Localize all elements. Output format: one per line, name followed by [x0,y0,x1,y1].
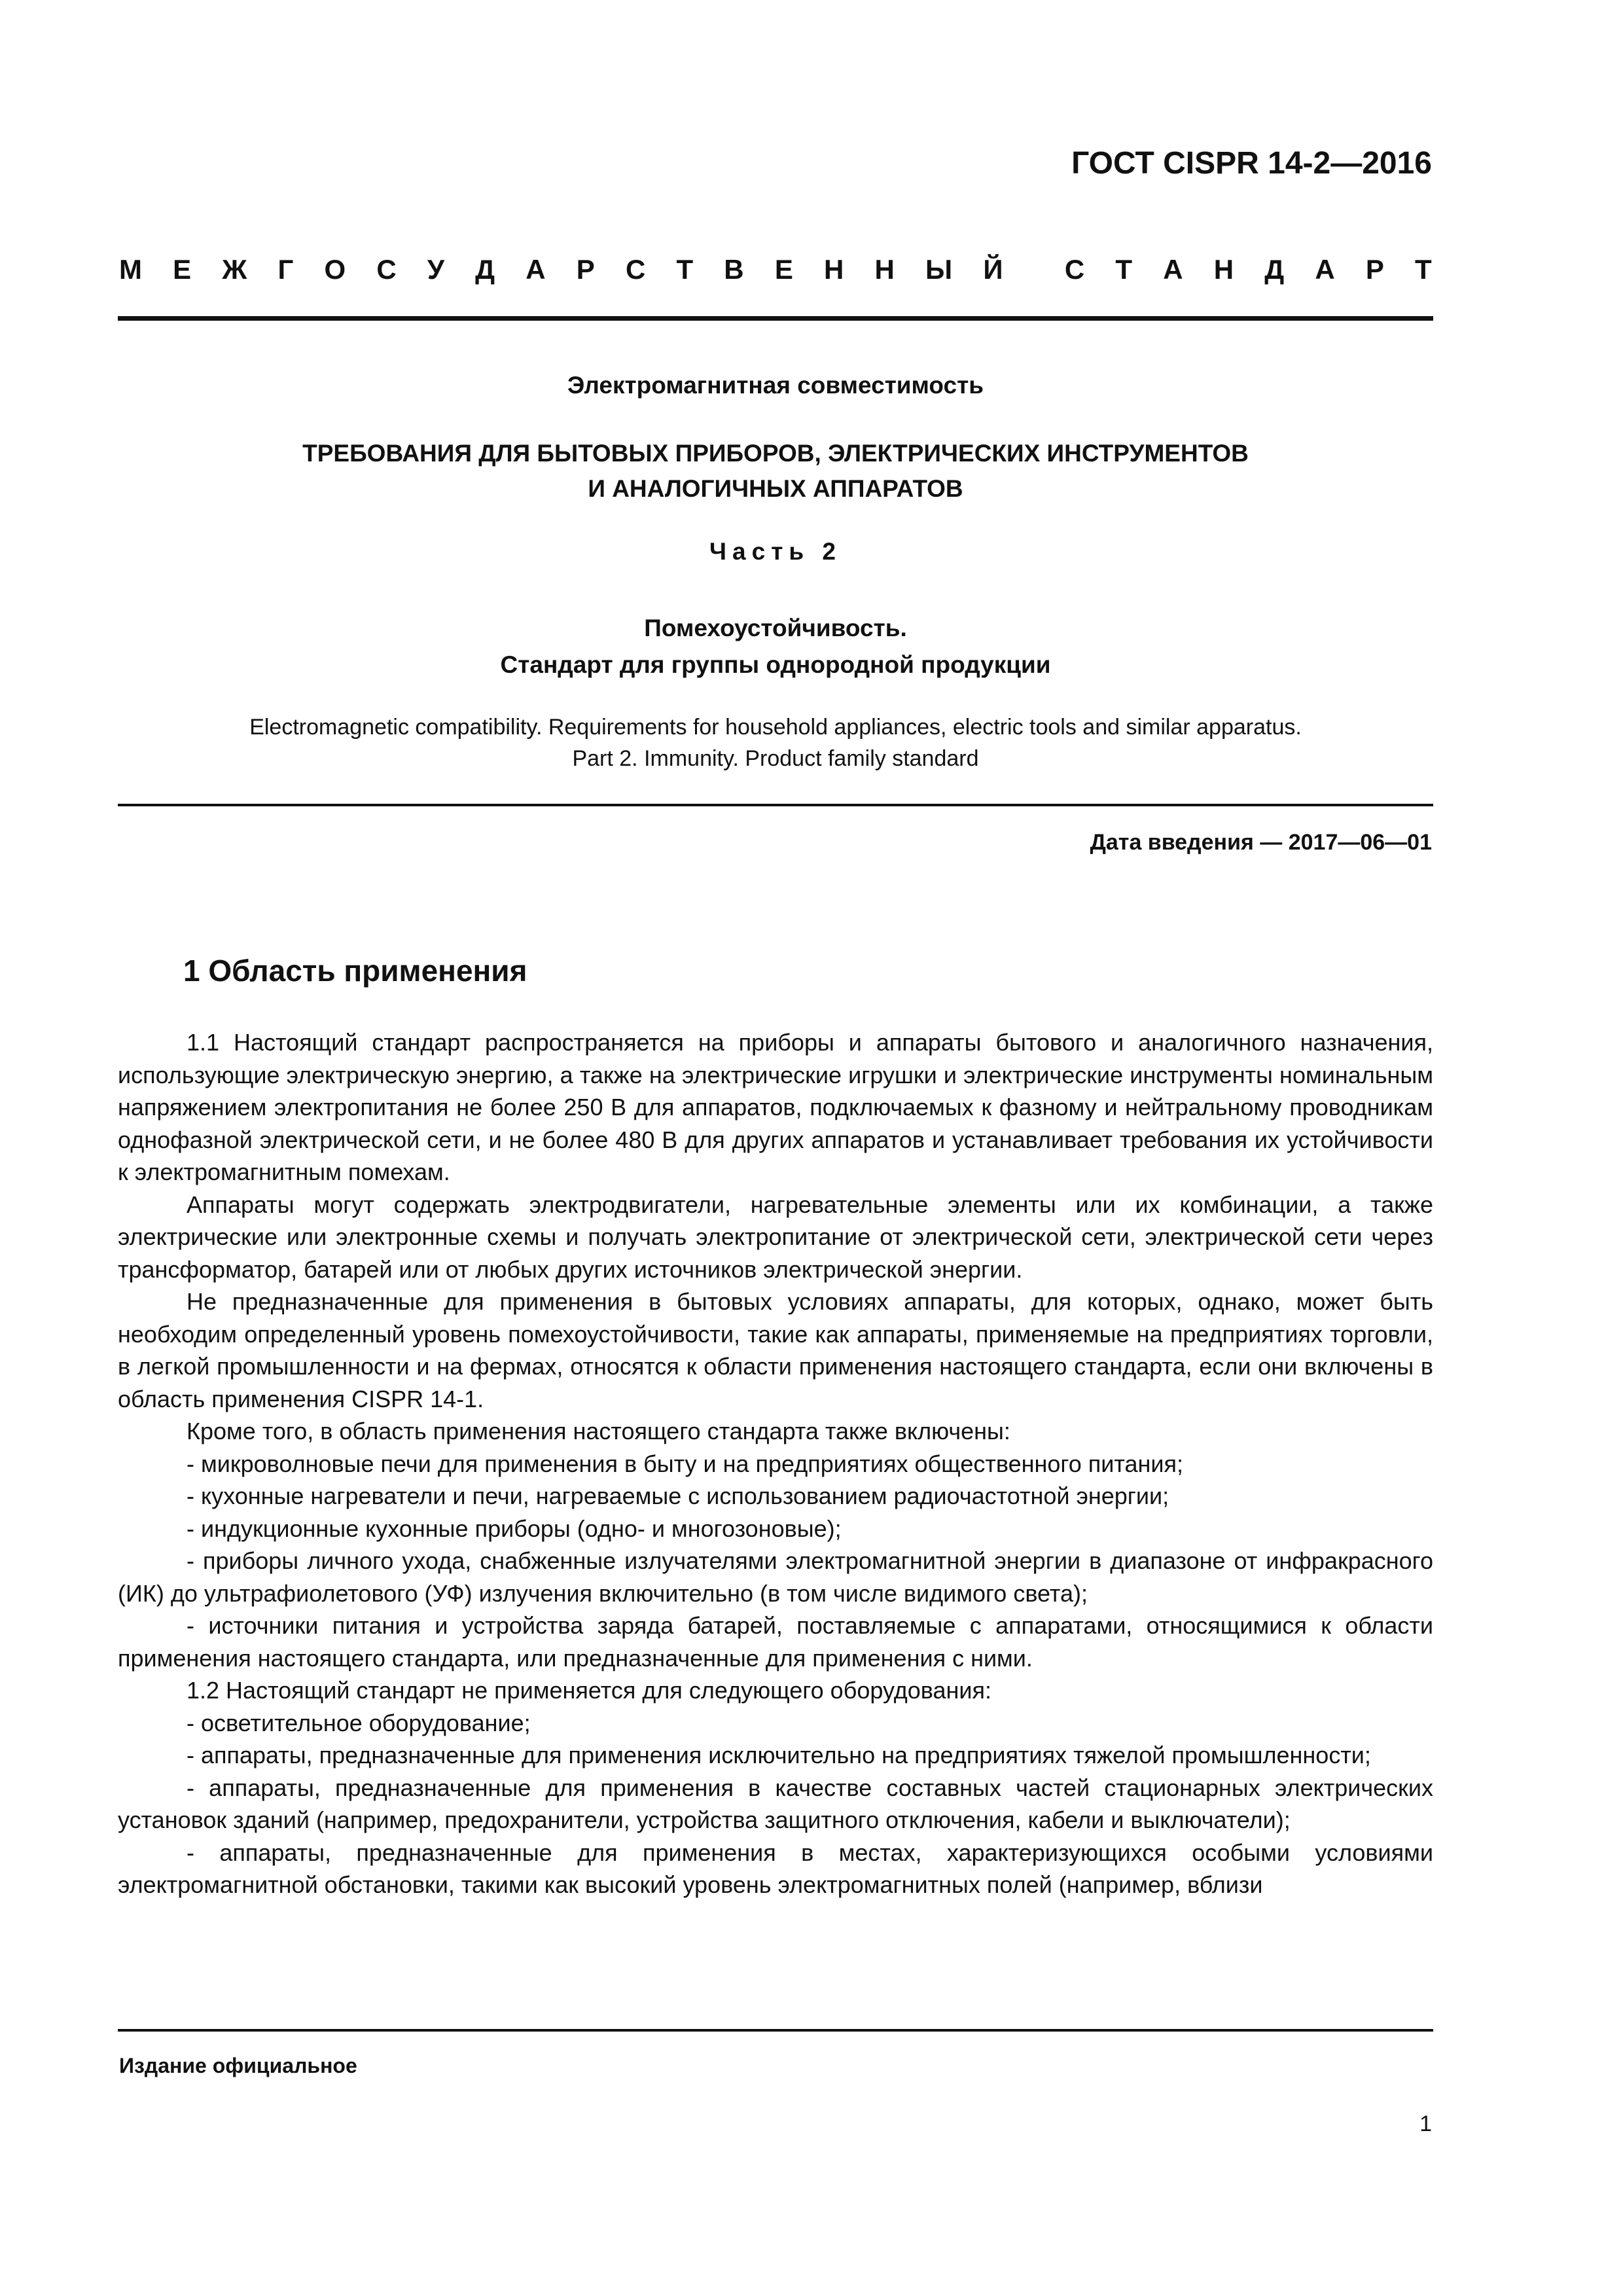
paragraph: 1.2 Настоящий стандарт не применяется для следующего оборудования: [187,1677,992,1704]
standard-kind-letter: Н [874,254,895,285]
list-item: - осветительное оборудование; [187,1709,531,1736]
document-subject: Электромагнитная совместимость [567,372,984,399]
introduction-date: Дата введения — 2017—06—01 [1090,830,1432,855]
standard-kind-letter: Е [774,254,793,285]
edition-label: Издание официальное [119,2054,357,2077]
standard-kind-letter: С [1064,254,1085,285]
standard-kind-letter: Г [277,254,294,285]
top-divider [118,316,1433,321]
standard-kind-letter: Т [1415,254,1432,285]
footer-divider [118,2029,1433,2032]
list-item: - аппараты, предназначенные для применения в местах, характеризующихся особыми условиями электромагнитной обстановки, такими как высокий уровень электромагнитных полей (например, вблизи [118,1839,1433,1898]
standard-kind-letter: М [119,254,142,285]
standard-kind-letter: Н [824,254,844,285]
subtitle-line: Помехоустойчивость. [644,615,907,641]
standard-kind-letter: О [324,254,346,285]
title-line: ТРЕБОВАНИЯ ДЛЯ БЫТОВЫХ ПРИБОРОВ, ЭЛЕКТРИЧЕСКИХ ИНСТРУМЕНТОВ [302,440,1249,467]
paragraph: Аппараты могут содержать электродвигатели, нагревательные элементы или их комбинации, а также электрические или электронные схемы и получать электропитание от электрической сети, электрической сети через трансформатор, батарей или от любых других источников электрической энергии. [118,1191,1433,1283]
standard-kind-letter: А [1315,254,1335,285]
subtitle-line: Стандарт для группы однородной продукции [500,651,1051,678]
standard-kind-letter: С [625,254,646,285]
english-title [118,711,1433,774]
section-heading: 1 Область применения [183,954,527,988]
standard-kind-letter: Й [983,254,1003,285]
standard-kind-letter: Т [1115,254,1133,285]
document-number: ГОСТ CISPR 14-2—2016 [1071,146,1432,181]
standard-kind-letter: Ы [925,254,953,285]
standard-kind-letter: Д [1264,254,1285,285]
document-subtitle [118,610,1433,683]
standard-kind-letter: А [526,254,546,285]
document-title [118,436,1433,507]
paragraph: 1.1 Настоящий стандарт распространяется на приборы и аппараты бытового и аналогичного назначения, использующие электрическую энергию, а также на электрические игрушки и электрические инструменты номинальным напряжением электропитания не более 250 В для аппаратов, подключаемых к фазному и нейтральному проводникам однофазной электрической сети, и не более 480 В для других аппаратов и устанавливает требования их устойчивости к электромагнитным помехам. [118,1029,1433,1185]
standard-kind-letter: А [1163,254,1183,285]
standard-kind-letter: Т [676,254,694,285]
list-item: - аппараты, предназначенные для применения в качестве составных частей стационарных электрических установок зданий (например, предохранители, устройства защитного отключения, кабели и выключатели); [118,1774,1433,1833]
standard-kind-heading [119,254,1432,285]
standard-kind-letter: Ж [222,254,247,285]
list-item: - микроволновые печи для применения в быту и на предприятиях общественного питания; [187,1450,1183,1477]
title-line: И АНАЛОГИЧНЫХ АППАРАТОВ [588,475,963,502]
part-label: Часть 2 [709,538,842,565]
paragraph: Не предназначенные для применения в бытовых условиях аппараты, для которых, однако, может быть необходим определенный уровень помехоустойчивости, такие как аппараты, применяемые на предприятиях торговли, в легкой промышленности и на фермах, относятся к области применения настоящего стандарта, если они включены в область применения CISPR 14-1. [118,1288,1433,1412]
english-title-line: Electromagnetic compatibility. Requirements for household appliances, electric tools and similar apparatus. [249,715,1302,740]
list-item: - кухонные нагреватели и печи, нагреваемые с использованием радиочастотной энергии; [187,1482,1169,1509]
standard-kind-letter: Д [475,254,495,285]
standard-kind-letter: У [427,254,444,285]
standard-kind-letter: Р [576,254,595,285]
standard-kind-letter: Р [1365,254,1384,285]
section-body [118,1026,1433,1901]
list-item: - источники питания и устройства заряда батарей, поставляемые с аппаратами, относящимися к области применения настоящего стандарта, или предназначенные для применения с ними. [118,1612,1433,1672]
standard-kind-letter: В [724,254,744,285]
list-item: - индукционные кухонные приборы (одно- и многозоновые); [187,1515,842,1542]
list-item: - приборы личного ухода, снабженные излучателями электромагнитной энергии в диапазоне от инфракрасного (ИК) до ультрафиолетового (УФ) излучения включительно (в том числе видимого света); [118,1547,1433,1607]
standard-kind-letter: С [376,254,397,285]
english-title-line: Part 2. Immunity. Product family standard [572,746,979,771]
page-number: 1 [1419,2111,1432,2136]
standard-kind-letter: Н [1213,254,1234,285]
title-divider [118,804,1433,806]
standard-kind-letter: Е [173,254,192,285]
paragraph: Кроме того, в область применения настоящего стандарта также включены: [187,1418,1010,1444]
list-item: - аппараты, предназначенные для применения исключительно на предприятиях тяжелой промышленности; [187,1742,1371,1768]
